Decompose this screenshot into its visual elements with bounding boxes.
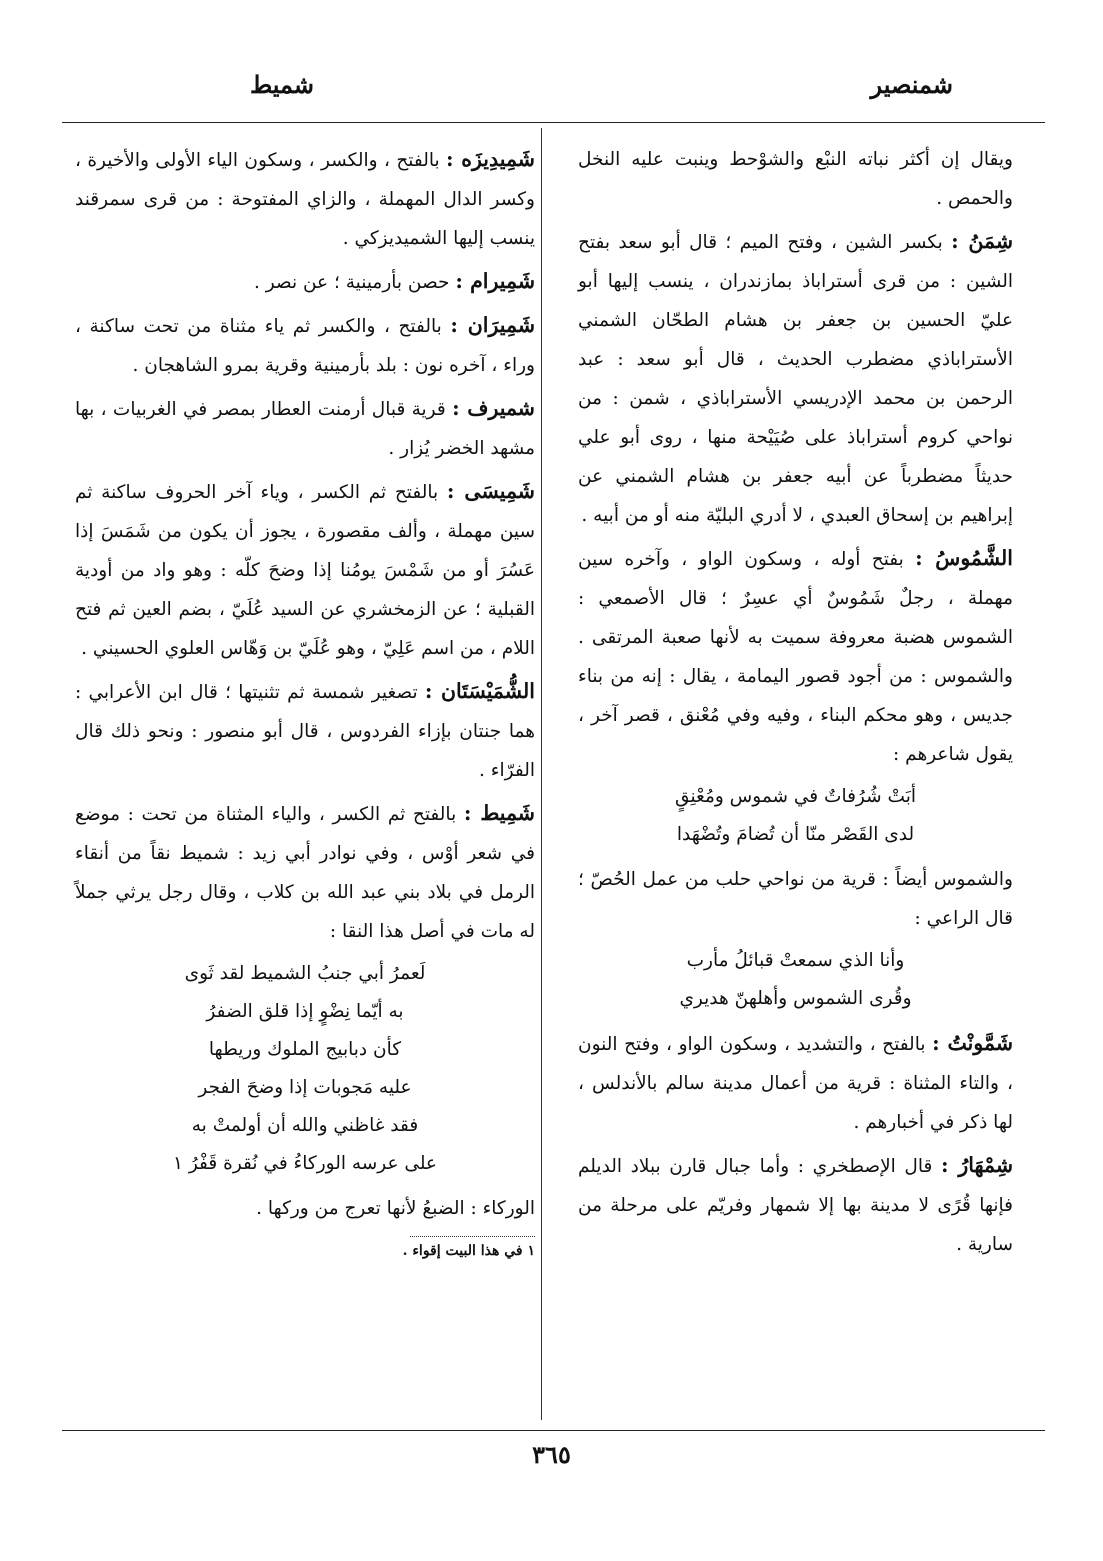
page-number: ٣٦٥ [532,1440,571,1469]
entry-headword: شِمَنُ : [951,229,1013,253]
running-header-right: شمنصير [870,70,953,99]
entry-text: قرية قبال أرمنت العطار بمصر في الغربيات ، بها مشهد الخضر يُزار . [75,399,535,459]
dictionary-entry [578,140,1013,218]
poem-verse-block [578,942,1013,1018]
dictionary-entry [75,794,535,951]
poem-line: على عرسه الوركاءُ في نُقرة قَفْرُ ١ [173,1153,437,1174]
dictionary-entry [75,262,535,302]
dictionary-entry [75,1189,535,1228]
poem-line: عليه مَجوبات إذا وضحَ الفجر [198,1077,412,1098]
entry-text: بالفتح ، والكسر ، وسكون الياء الأولى والأخيرة ، وكسر الدال المهملة ، والزاي المفتوحة : من قرى سمرقند ينسب إليها الشميديزكي . [75,150,535,249]
entry-text: بالفتح ، والتشديد ، وسكون الواو ، وفتح النون ، والتاء المثناة : قرية من أعمال مدينة سالم بالأندلس ، لها ذكر في أخبارهم . [578,1034,1013,1133]
running-header-left: شميط [250,70,315,99]
entry-text: بالفتح ثم الكسر ، وياء آخر الحروف ساكنة ثم سين مهملة ، وألف مقصورة ، يجوز أن يكون من شَمَسَ إذا عَسُرَ أو من شَمْسَ يومُنا إذا وضحَ كلّه : وهو واد من أودية القبلية ؛ عن الزمخشري عن السيد عُلَيّ ، بضم العين ثم فتح اللام ، من اسم عَلِيّ ، وهو عُلَيّ بن وَهّاس العلوي الحسيني . [75,482,535,659]
entry-headword: شِمْهَارُ : [940,1153,1013,1177]
entry-text: والشموس أيضاً : قرية من نواحي حلب من عمل الحُصّ ؛ قال الراعي : [578,869,1013,929]
poem-verse-block [75,955,535,1183]
entry-text: بكسر الشين ، وفتح الميم ؛ قال أبو سعد بفتح الشين : من قرى أستراباذ بمازندران ، ينسب إليها أبو عليّ الحسين بن جعفر بن هشام الطحّان الشمني الأستراباذي مضطرب الحديث ، قال أبو سعد : عبد الرحمن بن محمد الإدريسي الأستراباذي ، شمن : من نواحي كروم أستراباذ على صُيَيْحة منها ، روى أبو علي حديثاً مضطرباً عن أبيه جعفر بن هشام الشمني عن إبراهيم بن إسحاق العبدي ، لا أدري البليّة منه أو من أبيه . [578,232,1013,526]
dictionary-entry [75,672,535,790]
dictionary-entry [578,1146,1013,1264]
poem-line: كأن دبابيج الملوك وريطها [208,1039,402,1060]
column-divider [541,128,542,1420]
entry-text: حصن بأرمينية ؛ عن نصر . [253,272,450,293]
entry-headword: شميرف : [452,396,535,420]
right-column [578,140,1013,1268]
entry-text: بالفتح ثم الكسر ، والياء المثناة من تحت : موضع في شعر أوْس ، وفي نوادر أبي زيد : شميط نقاً من أنقاء الرمل في بلاد بني عبد الله بن كلاب ، وقال رجل يرثي جملاً له مات في أصل هذا النقا : [75,804,535,942]
entry-headword: الشَّمُوسُ : [915,546,1013,570]
footer-rule [62,1430,1045,1431]
footnote-rule [410,1236,535,1237]
poem-line: وقُرى الشموس وأهلهنّ هديري [679,988,912,1009]
dictionary-entry [75,306,535,385]
entry-headword: الشُّمَيْسَتَان : [424,679,535,703]
poem-line: فقد غاظني والله أن أولمتْ به [191,1115,419,1136]
poem-line: أبَتْ شُرُفاتٌ في شموس ومُعْنِقٍ [675,786,916,807]
entry-text: ويقال إن أكثر نباته النبْع والشوْحط وينبت عليه النخل والحمص . [578,149,1013,209]
entry-headword: شَمِيط : [463,801,535,825]
entry-headword: شَمِيدِيزَه : [446,147,535,171]
entry-text: بفتح أوله ، وسكون الواو ، وآخره سين مهملة ، رجلٌ شَمُوسٌ أي عسِرٌ ؛ قال الأصمعي : الشموس هضبة معروفة سميت به لأنها صعبة المرتقى . والشموس : من أجود قصور اليمامة ، يقال : إنه من بناء جديس ، وهو محكم البناء ، وفيه وفي مُعْنق ، قصر آخر ، يقول شاعرهم : [578,549,1013,765]
poem-line: وأنا الذي سمعتْ قبائلُ مأرب [686,950,905,971]
dictionary-entry [578,1024,1013,1142]
dictionary-entry [578,222,1013,535]
dictionary-entry [578,539,1013,774]
entry-headword: شَمِيسَى : [446,479,535,503]
entry-headword: شَمِيرَان : [450,313,535,337]
entry-headword: شَمِيرام : [455,269,535,293]
poem-verse-block [578,778,1013,854]
entry-text: قال الإصطخري : وأما جبال قارن ببلاد الديلم فإنها قُرًى لا مدينة بها إلا شمهار وفريّم على مرحلة من سارية . [578,1156,1013,1255]
dictionary-entry [578,860,1013,938]
poem-line: لدى القَصْر منّا أن تُضامَ وتُضْهَدا [676,824,915,845]
dictionary-entry [75,472,535,668]
footnote: ١ في هذا البيت إقواء . [402,1243,535,1259]
poem-line: به أيّما نِضْوٍ إذا قلق الضفرُ [206,1001,404,1022]
entry-text: تصغير شمسة ثم تثنيتها ؛ قال ابن الأعرابي : هما جنتان بإزاء الفردوس ، قال أبو منصور : ونحو ذلك قال الفرّاء . [75,682,535,781]
left-column [75,140,535,1263]
dictionary-entry [75,389,535,468]
dictionary-entry [75,140,535,258]
entry-text: الوركاء : الضبعُ لأنها تعرج من وركها . [256,1198,535,1219]
poem-line: لَعمرُ أبي جنبُ الشميط لقد ثَوى [184,963,426,984]
entry-text: بالفتح ، والكسر ثم ياء مثناة من تحت ساكنة ، وراء ، آخره نون : بلد بأرمينية وقرية بمرو الشاهجان . [75,316,535,376]
header-rule [62,122,1045,123]
entry-headword: شَمَّونْتُ : [932,1031,1013,1055]
